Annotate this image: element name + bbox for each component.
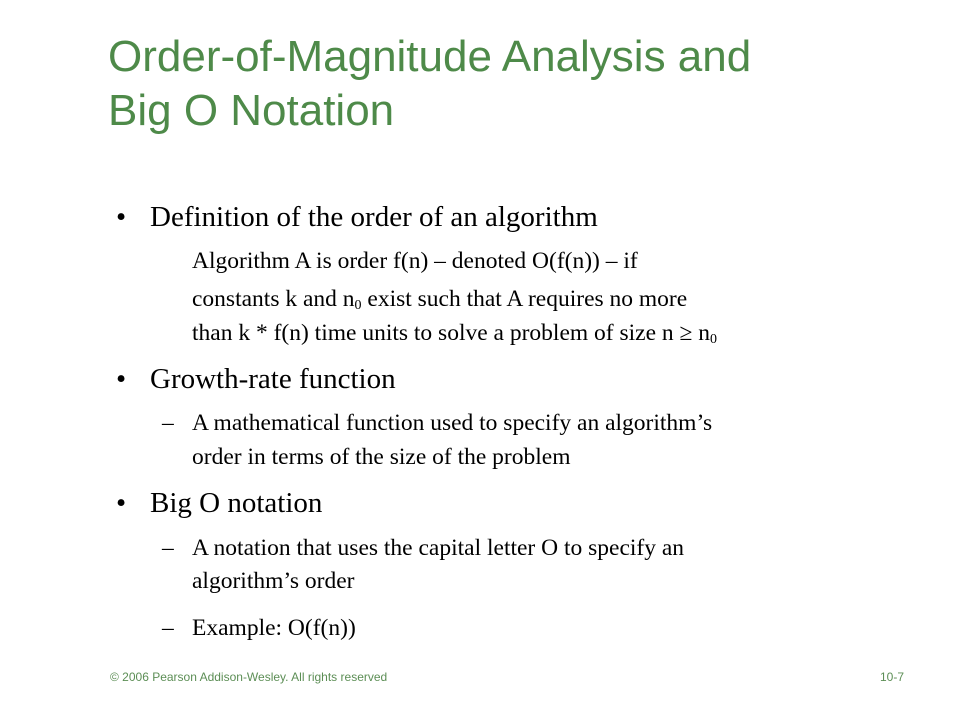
footer-copyright: © 2006 Pearson Addison-Wesley. All rights reserved: [110, 670, 388, 684]
bullet-text: Growth-rate function: [150, 363, 396, 395]
footer-page-number: 10-7: [880, 670, 905, 684]
sub-item-line-2: order in terms of the size of the problem: [192, 444, 571, 470]
subscript-zero: 0: [354, 298, 362, 313]
slide-title-line-1: Order-of-Magnitude Analysis and: [108, 32, 752, 81]
slide-title-line-2: Big O Notation: [108, 86, 395, 135]
definition-line-2-rest: exist such that A requires no more: [361, 286, 688, 312]
dash-marker: –: [162, 410, 174, 436]
sub-item-line-1: Example: O(f(n)): [192, 615, 356, 641]
bullet-marker: •: [116, 201, 127, 233]
subscript-zero: 0: [710, 332, 718, 347]
definition-line-2: [192, 284, 687, 314]
bullet-text: Definition of the order of an algorithm: [150, 201, 598, 233]
sub-item-line-2: algorithm’s order: [192, 568, 355, 594]
dash-marker: –: [162, 535, 174, 561]
bullet-marker: •: [116, 363, 127, 395]
bullet-text: Big O notation: [150, 487, 323, 519]
definition-line-2-text: constants k and n: [192, 286, 355, 312]
sub-item-line-1: A notation that uses the capital letter O to specify an: [192, 535, 685, 561]
bullet-marker: •: [116, 487, 127, 519]
definition-line-1: Algorithm A is order f(n) – denoted O(f(n)) – if: [192, 248, 638, 274]
definition-line-3-text: than k * f(n) time units to solve a problem of size n ≥ n: [192, 320, 711, 346]
definition-line-3: [192, 318, 717, 348]
sub-item-line-1: A mathematical function used to specify an algorithm’s: [192, 410, 713, 436]
dash-marker: –: [162, 615, 174, 641]
